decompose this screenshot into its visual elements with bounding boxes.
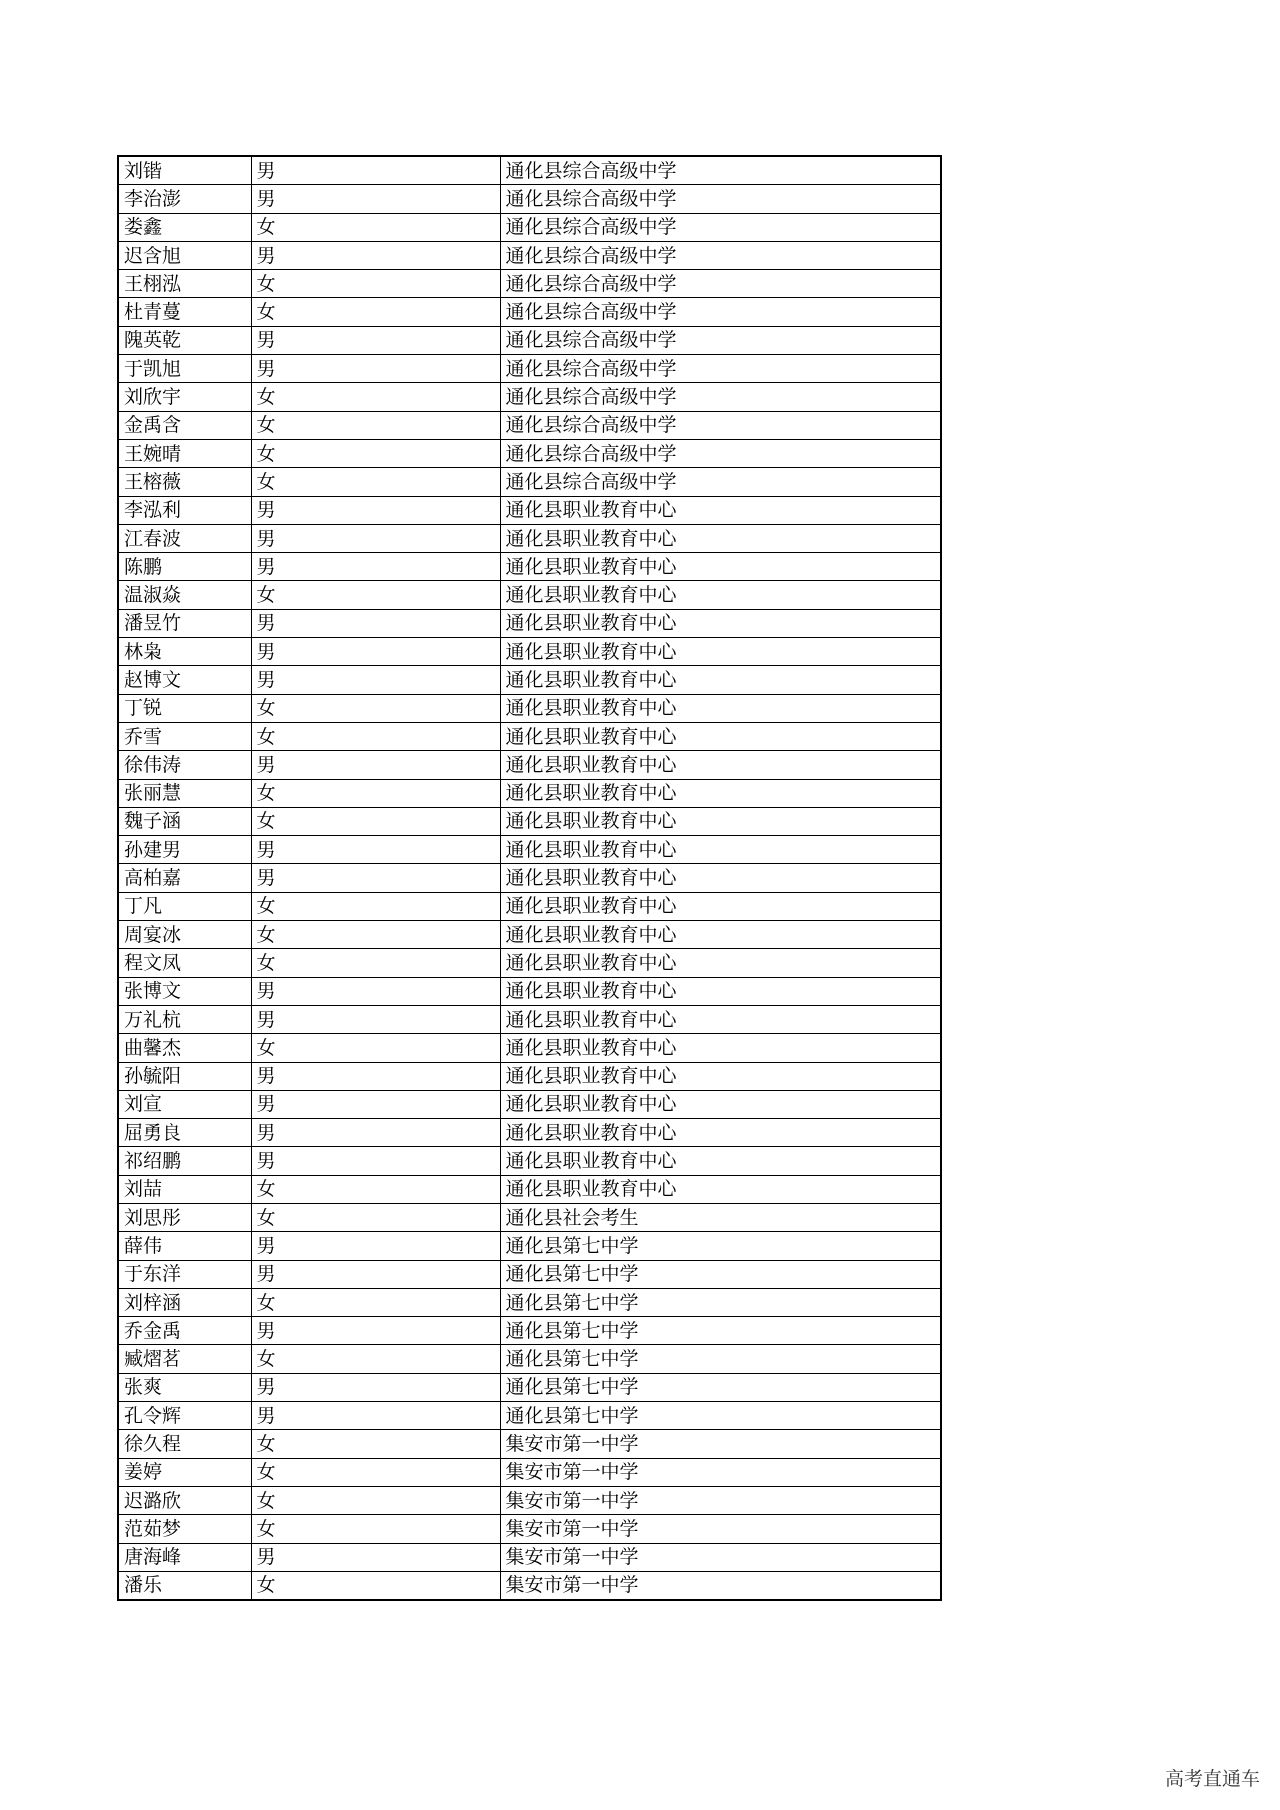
school-cell: 通化县职业教育中心	[500, 638, 941, 666]
table-row	[118, 1515, 941, 1543]
table-row	[118, 1090, 941, 1118]
name-cell: 潘乐	[118, 1571, 251, 1600]
table-row	[118, 779, 941, 807]
gender-cell: 女	[251, 411, 500, 439]
table-row	[118, 581, 941, 609]
name-cell: 高柏嘉	[118, 864, 251, 892]
school-cell: 通化县职业教育中心	[500, 836, 941, 864]
gender-cell: 女	[251, 581, 500, 609]
table-row	[118, 836, 941, 864]
school-cell: 通化县职业教育中心	[500, 1034, 941, 1062]
school-cell: 通化县职业教育中心	[500, 1090, 941, 1118]
gender-cell: 男	[251, 1119, 500, 1147]
school-cell: 通化县综合高级中学	[500, 185, 941, 213]
school-cell: 通化县职业教育中心	[500, 807, 941, 835]
school-cell: 通化县综合高级中学	[500, 468, 941, 496]
school-cell: 通化县社会考生	[500, 1203, 941, 1231]
table-row	[118, 553, 941, 581]
table-row	[118, 1543, 941, 1571]
gender-cell: 男	[251, 864, 500, 892]
gender-cell: 男	[251, 1005, 500, 1033]
gender-cell: 女	[251, 722, 500, 750]
table-row	[118, 949, 941, 977]
table-row	[118, 1147, 941, 1175]
gender-cell: 女	[251, 1203, 500, 1231]
table-row	[118, 921, 941, 949]
name-cell: 江春波	[118, 524, 251, 552]
gender-cell: 男	[251, 977, 500, 1005]
table-row	[118, 666, 941, 694]
name-cell: 隗英乾	[118, 326, 251, 354]
school-cell: 通化县综合高级中学	[500, 156, 941, 185]
table-row	[118, 638, 941, 666]
table-row	[118, 609, 941, 637]
gender-cell: 男	[251, 1543, 500, 1571]
name-cell: 孔令辉	[118, 1402, 251, 1430]
gender-cell: 男	[251, 1402, 500, 1430]
gender-cell: 女	[251, 213, 500, 241]
school-cell: 通化县职业教育中心	[500, 977, 941, 1005]
school-cell: 通化县职业教育中心	[500, 892, 941, 920]
name-cell: 王榕薇	[118, 468, 251, 496]
school-cell: 集安市第一中学	[500, 1543, 941, 1571]
table-row	[118, 1458, 941, 1486]
gender-cell: 男	[251, 666, 500, 694]
watermark-text: 高考直通车	[1164, 1768, 1260, 1790]
roster-table	[117, 155, 942, 1601]
name-cell: 孙建男	[118, 836, 251, 864]
gender-cell: 女	[251, 439, 500, 467]
name-cell: 曲馨杰	[118, 1034, 251, 1062]
school-cell: 通化县职业教育中心	[500, 524, 941, 552]
gender-cell: 女	[251, 1571, 500, 1600]
table-row	[118, 439, 941, 467]
gender-cell: 女	[251, 383, 500, 411]
school-cell: 通化县综合高级中学	[500, 298, 941, 326]
name-cell: 姜婷	[118, 1458, 251, 1486]
name-cell: 李泓利	[118, 496, 251, 524]
school-cell: 通化县职业教育中心	[500, 921, 941, 949]
gender-cell: 男	[251, 836, 500, 864]
name-cell: 李治澎	[118, 185, 251, 213]
name-cell: 张博文	[118, 977, 251, 1005]
gender-cell: 男	[251, 1090, 500, 1118]
name-cell: 臧熠茗	[118, 1345, 251, 1373]
school-cell: 通化县职业教育中心	[500, 1175, 941, 1203]
table-row	[118, 1345, 941, 1373]
table-row	[118, 1402, 941, 1430]
school-cell: 通化县职业教育中心	[500, 609, 941, 637]
gender-cell: 女	[251, 1288, 500, 1316]
name-cell: 万礼杭	[118, 1005, 251, 1033]
gender-cell: 男	[251, 1260, 500, 1288]
table-row	[118, 1175, 941, 1203]
table-row	[118, 1119, 941, 1147]
school-cell: 通化县职业教育中心	[500, 1147, 941, 1175]
school-cell: 通化县职业教育中心	[500, 1062, 941, 1090]
gender-cell: 男	[251, 638, 500, 666]
table-row	[118, 1034, 941, 1062]
school-cell: 通化县综合高级中学	[500, 213, 941, 241]
name-cell: 乔金禹	[118, 1317, 251, 1345]
name-cell: 薛伟	[118, 1232, 251, 1260]
table-row	[118, 185, 941, 213]
roster-body	[118, 156, 941, 1600]
gender-cell: 男	[251, 1062, 500, 1090]
table-row	[118, 751, 941, 779]
table-row	[118, 411, 941, 439]
table-row	[118, 1062, 941, 1090]
table-row	[118, 1260, 941, 1288]
table-row	[118, 326, 941, 354]
school-cell: 集安市第一中学	[500, 1458, 941, 1486]
name-cell: 唐海峰	[118, 1543, 251, 1571]
name-cell: 乔雪	[118, 722, 251, 750]
school-cell: 通化县职业教育中心	[500, 553, 941, 581]
name-cell: 徐久程	[118, 1430, 251, 1458]
name-cell: 王婉晴	[118, 439, 251, 467]
name-cell: 程文凤	[118, 949, 251, 977]
name-cell: 刘梓涵	[118, 1288, 251, 1316]
gender-cell: 女	[251, 1458, 500, 1486]
table-row	[118, 298, 941, 326]
table-row	[118, 355, 941, 383]
school-cell: 通化县职业教育中心	[500, 496, 941, 524]
table-row	[118, 864, 941, 892]
gender-cell: 男	[251, 1232, 500, 1260]
school-cell: 集安市第一中学	[500, 1515, 941, 1543]
name-cell: 刘宣	[118, 1090, 251, 1118]
gender-cell: 女	[251, 807, 500, 835]
table-row	[118, 1005, 941, 1033]
gender-cell: 男	[251, 1147, 500, 1175]
school-cell: 集安市第一中学	[500, 1571, 941, 1600]
name-cell: 丁锐	[118, 694, 251, 722]
name-cell: 迟含旭	[118, 241, 251, 269]
name-cell: 金禹含	[118, 411, 251, 439]
school-cell: 通化县综合高级中学	[500, 270, 941, 298]
school-cell: 通化县职业教育中心	[500, 1005, 941, 1033]
table-row	[118, 496, 941, 524]
table-row	[118, 892, 941, 920]
table-row	[118, 1373, 941, 1401]
table-row	[118, 213, 941, 241]
name-cell: 孙毓阳	[118, 1062, 251, 1090]
table-row	[118, 694, 941, 722]
school-cell: 通化县职业教育中心	[500, 864, 941, 892]
school-cell: 通化县综合高级中学	[500, 355, 941, 383]
gender-cell: 女	[251, 1034, 500, 1062]
name-cell: 屈勇良	[118, 1119, 251, 1147]
school-cell: 通化县综合高级中学	[500, 439, 941, 467]
name-cell: 张丽慧	[118, 779, 251, 807]
name-cell: 温淑焱	[118, 581, 251, 609]
gender-cell: 女	[251, 468, 500, 496]
table-row	[118, 1430, 941, 1458]
school-cell: 通化县第七中学	[500, 1373, 941, 1401]
name-cell: 范茹梦	[118, 1515, 251, 1543]
gender-cell: 男	[251, 355, 500, 383]
school-cell: 集安市第一中学	[500, 1430, 941, 1458]
table-row	[118, 1288, 941, 1316]
name-cell: 刘思彤	[118, 1203, 251, 1231]
table-row	[118, 977, 941, 1005]
name-cell: 张爽	[118, 1373, 251, 1401]
name-cell: 于东洋	[118, 1260, 251, 1288]
school-cell: 通化县职业教育中心	[500, 666, 941, 694]
school-cell: 通化县第七中学	[500, 1288, 941, 1316]
name-cell: 刘喆	[118, 1175, 251, 1203]
name-cell: 赵博文	[118, 666, 251, 694]
school-cell: 通化县职业教育中心	[500, 949, 941, 977]
name-cell: 丁凡	[118, 892, 251, 920]
gender-cell: 男	[251, 185, 500, 213]
school-cell: 通化县职业教育中心	[500, 722, 941, 750]
gender-cell: 女	[251, 779, 500, 807]
gender-cell: 女	[251, 1515, 500, 1543]
gender-cell: 男	[251, 553, 500, 581]
gender-cell: 男	[251, 1373, 500, 1401]
name-cell: 林枭	[118, 638, 251, 666]
table-row	[118, 1203, 941, 1231]
school-cell: 通化县综合高级中学	[500, 326, 941, 354]
table-row	[118, 241, 941, 269]
gender-cell: 男	[251, 609, 500, 637]
school-cell: 通化县职业教育中心	[500, 1119, 941, 1147]
name-cell: 祁绍鹏	[118, 1147, 251, 1175]
gender-cell: 女	[251, 1345, 500, 1373]
gender-cell: 男	[251, 241, 500, 269]
gender-cell: 男	[251, 156, 500, 185]
table-row	[118, 1232, 941, 1260]
school-cell: 通化县第七中学	[500, 1232, 941, 1260]
school-cell: 通化县第七中学	[500, 1402, 941, 1430]
school-cell: 通化县第七中学	[500, 1345, 941, 1373]
gender-cell: 女	[251, 298, 500, 326]
gender-cell: 女	[251, 892, 500, 920]
school-cell: 通化县职业教育中心	[500, 581, 941, 609]
table-row	[118, 1571, 941, 1600]
school-cell: 通化县综合高级中学	[500, 241, 941, 269]
school-cell: 通化县综合高级中学	[500, 383, 941, 411]
name-cell: 杜青蔓	[118, 298, 251, 326]
school-cell: 通化县职业教育中心	[500, 779, 941, 807]
gender-cell: 男	[251, 326, 500, 354]
name-cell: 娄鑫	[118, 213, 251, 241]
table-row	[118, 270, 941, 298]
school-cell: 通化县综合高级中学	[500, 411, 941, 439]
table-row	[118, 807, 941, 835]
name-cell: 潘昱竹	[118, 609, 251, 637]
gender-cell: 女	[251, 1430, 500, 1458]
gender-cell: 女	[251, 270, 500, 298]
school-cell: 通化县职业教育中心	[500, 694, 941, 722]
table-row	[118, 468, 941, 496]
name-cell: 刘欣宇	[118, 383, 251, 411]
school-cell: 集安市第一中学	[500, 1486, 941, 1514]
name-cell: 周宴冰	[118, 921, 251, 949]
gender-cell: 女	[251, 949, 500, 977]
gender-cell: 男	[251, 1317, 500, 1345]
name-cell: 于凯旭	[118, 355, 251, 383]
table-row	[118, 1317, 941, 1345]
name-cell: 王栩泓	[118, 270, 251, 298]
school-cell: 通化县职业教育中心	[500, 751, 941, 779]
gender-cell: 女	[251, 1486, 500, 1514]
gender-cell: 男	[251, 751, 500, 779]
table-row	[118, 1486, 941, 1514]
school-cell: 通化县第七中学	[500, 1260, 941, 1288]
name-cell: 迟潞欣	[118, 1486, 251, 1514]
school-cell: 通化县第七中学	[500, 1317, 941, 1345]
gender-cell: 女	[251, 694, 500, 722]
gender-cell: 男	[251, 496, 500, 524]
table-row	[118, 383, 941, 411]
table-row	[118, 156, 941, 185]
gender-cell: 女	[251, 1175, 500, 1203]
table-row	[118, 722, 941, 750]
name-cell: 陈鹏	[118, 553, 251, 581]
gender-cell: 男	[251, 524, 500, 552]
table-row	[118, 524, 941, 552]
gender-cell: 女	[251, 921, 500, 949]
name-cell: 刘锴	[118, 156, 251, 185]
name-cell: 魏子涵	[118, 807, 251, 835]
name-cell: 徐伟涛	[118, 751, 251, 779]
